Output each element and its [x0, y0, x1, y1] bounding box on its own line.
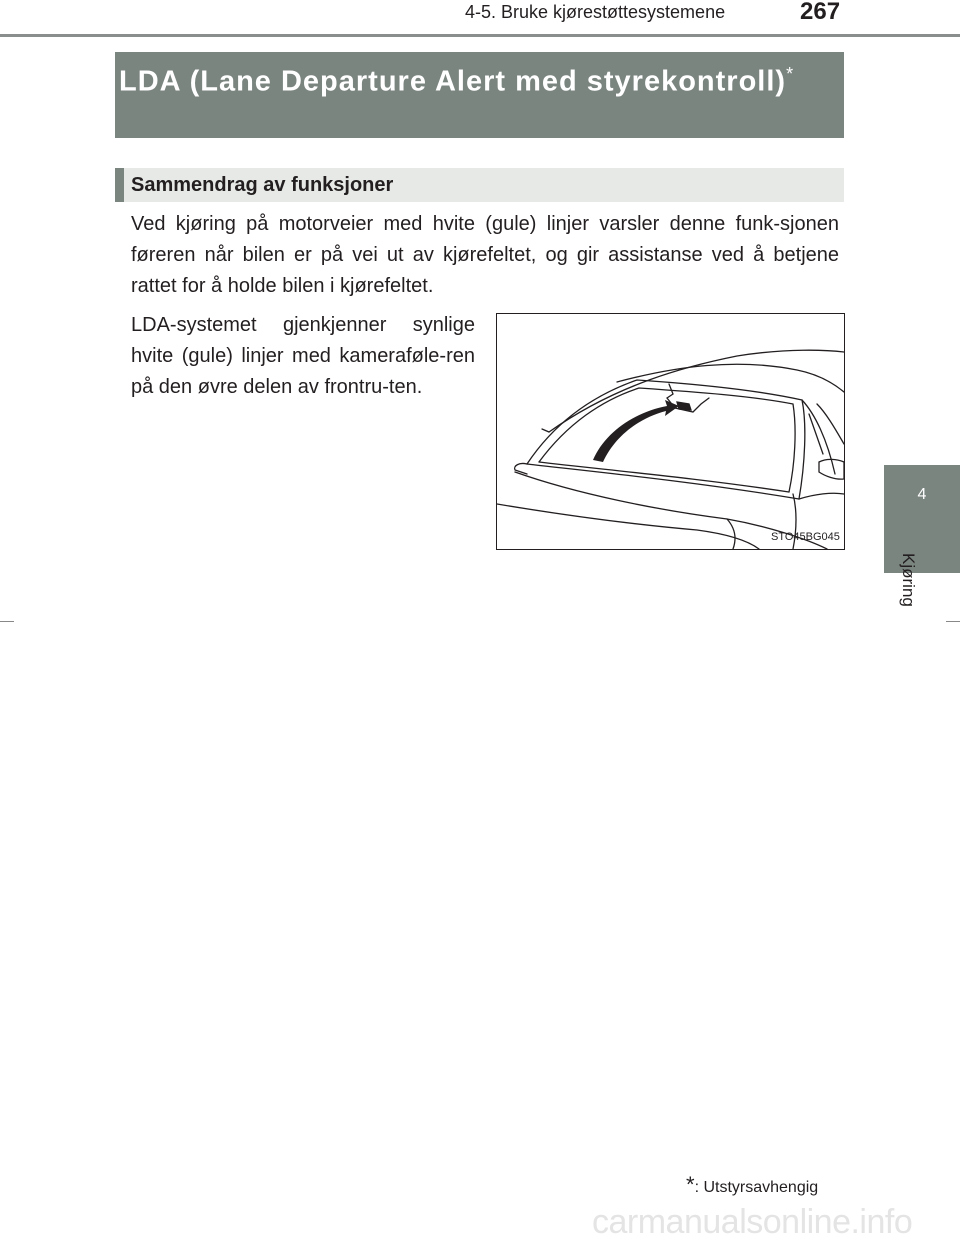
chapter-tab-label: Kjøring — [899, 553, 918, 607]
watermark-text: carmanualsonline.info — [592, 1203, 913, 1241]
page-title — [119, 54, 819, 102]
chapter-tab-number: 4 — [917, 486, 927, 503]
header-rule — [0, 34, 960, 37]
page-number: 267 — [800, 0, 841, 25]
paragraph-summary: Ved kjøring på motorveier med hvite (gule) linjer varsler denne funk-sjonen føreren når bilen er på vei ut av kjørefeltet, og gir assistanse ved å betjene rattet for å holde bilen i kjørefeltet. — [131, 213, 839, 297]
footnote-marker: * — [686, 1172, 695, 1197]
header-section-title: 4-5. Bruke kjørestøttesystemene — [465, 2, 726, 22]
title-footnote-marker: * — [786, 64, 795, 84]
figure-code: STO45BG045 — [771, 531, 840, 543]
footnote — [686, 1172, 818, 1198]
page-title-text: LDA (Lane Departure Alert med styrekontroll) — [119, 65, 787, 98]
windshield-camera-illustration — [496, 313, 845, 550]
subheading-accent-bar — [115, 168, 124, 202]
windshield-drawing — [497, 314, 844, 549]
paragraph-camera: LDA-systemet gjenkjenner synlige hvite (gule) linjer med kamerafølе-ren på den øvre delen av frontru-ten. — [131, 314, 475, 398]
crop-mark-left — [0, 621, 14, 622]
subheading: Sammendrag av funksjoner — [131, 174, 394, 196]
crop-mark-right — [946, 621, 960, 622]
footnote-text: : Utstyrsavhengig — [694, 1179, 819, 1196]
